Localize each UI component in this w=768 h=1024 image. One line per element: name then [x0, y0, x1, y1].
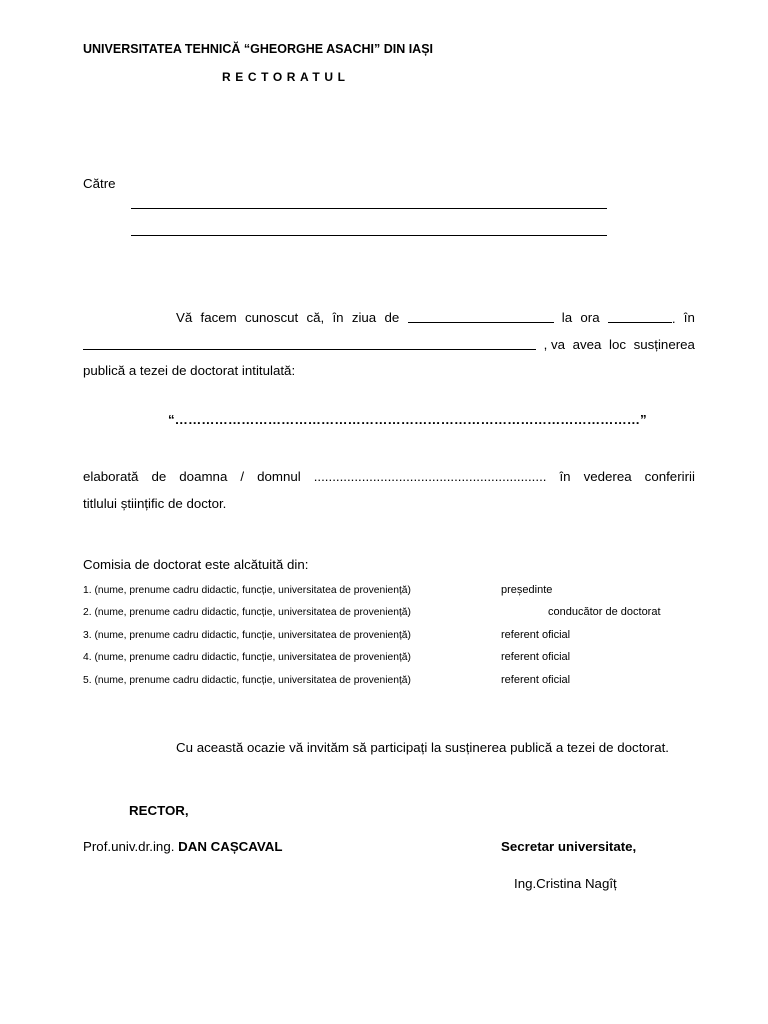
word: avea [572, 337, 602, 352]
announcement-line-3: publică a tezei de doctorat intitulată: [83, 363, 296, 378]
committee-member-5: 5. (nume, prenume cadru didactic, funcție, universitatea de proveniență) [83, 675, 411, 686]
date-blank [408, 310, 554, 323]
word: că, [306, 310, 325, 325]
committee-member-2: 2. (nume, prenume cadru didactic, funcție, universitatea de proveniență) [83, 607, 411, 618]
word: ora [580, 310, 600, 325]
location-blank [83, 337, 536, 350]
word: la [561, 310, 573, 325]
word: elaborată [83, 469, 139, 484]
word: / [240, 469, 245, 484]
word: cunoscut [244, 310, 299, 325]
committee-role-4: referent oficial [501, 651, 571, 663]
time-blank [608, 310, 672, 323]
rector-label: RECTOR, [129, 803, 189, 818]
author-name-dots: ............................................................... [313, 469, 547, 484]
committee-member-4: 4. (nume, prenume cadru didactic, funcție, universitatea de proveniență) [83, 652, 411, 663]
announcement-line-2 [83, 337, 695, 352]
committee-heading: Comisia de doctorat este alcătuită din: [83, 557, 309, 572]
word: în [683, 310, 695, 325]
committee-role-3: referent oficial [501, 629, 571, 641]
recipient-blank-line-2 [131, 235, 607, 236]
thesis-title-placeholder: “……………………………………………………………………………………………” [168, 412, 647, 427]
rector-name: DAN CAȘCAVAL [178, 839, 283, 854]
recipient-blank-line-1 [131, 208, 607, 209]
secretary-name: Ing.Cristina Nagîț [514, 876, 617, 891]
committee-role-1: președinte [501, 584, 553, 596]
word: conferirii [644, 469, 695, 484]
recipient-label: Către [83, 176, 116, 191]
word: loc [609, 337, 627, 352]
word: . [671, 311, 676, 326]
secretary-label: Secretar universitate, [501, 839, 637, 854]
committee-role-5: referent oficial [501, 674, 571, 686]
word: ziua [351, 310, 377, 325]
author-line-1 [83, 469, 695, 484]
rector-title: Prof.univ.dr.ing. [83, 839, 179, 854]
word: facem [200, 310, 237, 325]
announcement-line-1 [176, 310, 695, 326]
committee-member-3: 3. (nume, prenume cadru didactic, funcție, universitatea de proveniență) [83, 630, 411, 641]
word: Vă [176, 310, 193, 325]
rector-signature [83, 839, 283, 854]
invitation-text: Cu această ocazie vă invităm să participați la susținerea publică a tezei de doctorat. [176, 740, 669, 755]
university-name: UNIVERSITATEA TEHNICĂ “GHEORGHE ASACHI” DIN IAȘI [83, 42, 434, 56]
word: vederea [583, 469, 632, 484]
word: domnul [257, 469, 301, 484]
word: de [151, 469, 167, 484]
word: , va [543, 337, 566, 352]
office-title: RECTORATUL [222, 70, 350, 84]
word: în [559, 469, 571, 484]
author-line-2: titlului științific de doctor. [83, 496, 227, 511]
word: susținerea [633, 337, 695, 352]
word: de [384, 310, 400, 325]
word: doamna [179, 469, 228, 484]
committee-role-2: conducător de doctorat [548, 606, 661, 618]
word: în [332, 310, 344, 325]
committee-member-1: 1. (nume, prenume cadru didactic, funcție, universitatea de proveniență) [83, 585, 411, 596]
